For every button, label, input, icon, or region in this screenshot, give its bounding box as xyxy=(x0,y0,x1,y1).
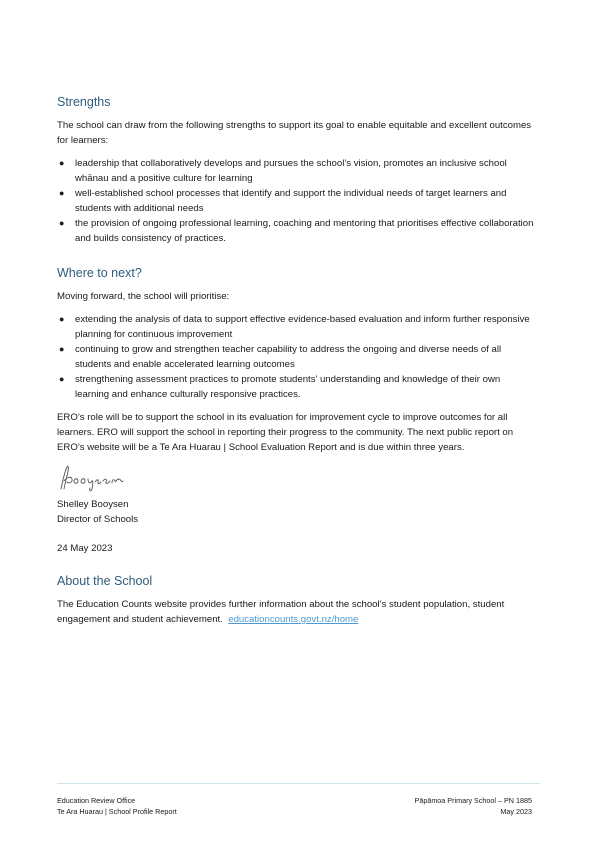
priorities-list xyxy=(57,312,535,402)
where-to-next-heading: Where to next? xyxy=(57,266,142,280)
strengths-intro: The school can draw from the following strengths to support its goal to enable equitable and excellent outcomes for learners: xyxy=(57,120,532,146)
bullet-icon: ● xyxy=(59,344,65,354)
bullet-icon: ● xyxy=(59,374,65,384)
list-item: ● the provision of ongoing professional learning, coaching and mentoring that prioritises effective collaboration and builds consistency of practices. xyxy=(59,218,534,244)
list-item: ● continuing to grow and strengthen teacher capability to address the ongoing and diverse needs of all students and enable accelerated learning outcomes xyxy=(59,344,502,370)
bullet-icon: ● xyxy=(59,158,65,168)
bullet-icon: ● xyxy=(59,314,65,324)
list-item: ● strengthening assessment practices to promote students’ understanding and knowledge of their own learning and enhance culturally responsive practices. xyxy=(59,374,501,400)
ero-role-paragraph: ERO’s role will be to support the school in its evaluation for improvement cycle to improve outcomes for all learners. ERO will support the school in reporting their progress to the community. The next public report on ERO’s website will be a Te Ara Huarau | School Evaluation Report and is due within three years. xyxy=(57,412,514,453)
strengths-heading: Strengths xyxy=(57,95,111,109)
list-item: ● leadership that collaboratively develops and pursues the school’s vision, promotes an inclusive school whānau and a positive culture for learning xyxy=(59,158,507,184)
footer-date: May 2023 xyxy=(500,807,532,816)
signature-icon xyxy=(57,461,137,495)
footer-left xyxy=(57,795,177,817)
signatory-title: Director of Schools xyxy=(57,514,139,525)
signatory-name: Shelley Booysen xyxy=(57,499,129,510)
footer-org: Education Review Office xyxy=(57,796,136,805)
footer-divider xyxy=(57,783,540,784)
list-item: ● well-established school processes that identify and support the individual needs of target learners and students with additional needs xyxy=(59,188,507,214)
education-counts-link[interactable]: educationcounts.govt.nz/home xyxy=(228,614,359,625)
list-item: ● extending the analysis of data to support effective evidence-based evaluation and inform further responsive planning for continuous improvement xyxy=(59,314,530,340)
strengths-list xyxy=(57,156,535,246)
signature-image xyxy=(57,461,535,495)
bullet-icon: ● xyxy=(59,218,65,228)
about-paragraph: The Education Counts website provides further information about the school’s student population, student engagement and student achievement. educationcounts.govt.nz/home xyxy=(57,599,505,625)
footer-report-type: Te Ara Huarau | School Profile Report xyxy=(57,807,177,816)
about-heading: About the School xyxy=(57,574,153,588)
document-body xyxy=(57,0,535,627)
where-to-next-intro: Moving forward, the school will prioritise: xyxy=(57,291,230,302)
footer-right xyxy=(415,795,532,817)
report-date: 24 May 2023 xyxy=(57,543,113,554)
bullet-icon: ● xyxy=(59,188,65,198)
footer-school: Pāpāmoa Primary School – PN 1885 xyxy=(414,796,532,805)
